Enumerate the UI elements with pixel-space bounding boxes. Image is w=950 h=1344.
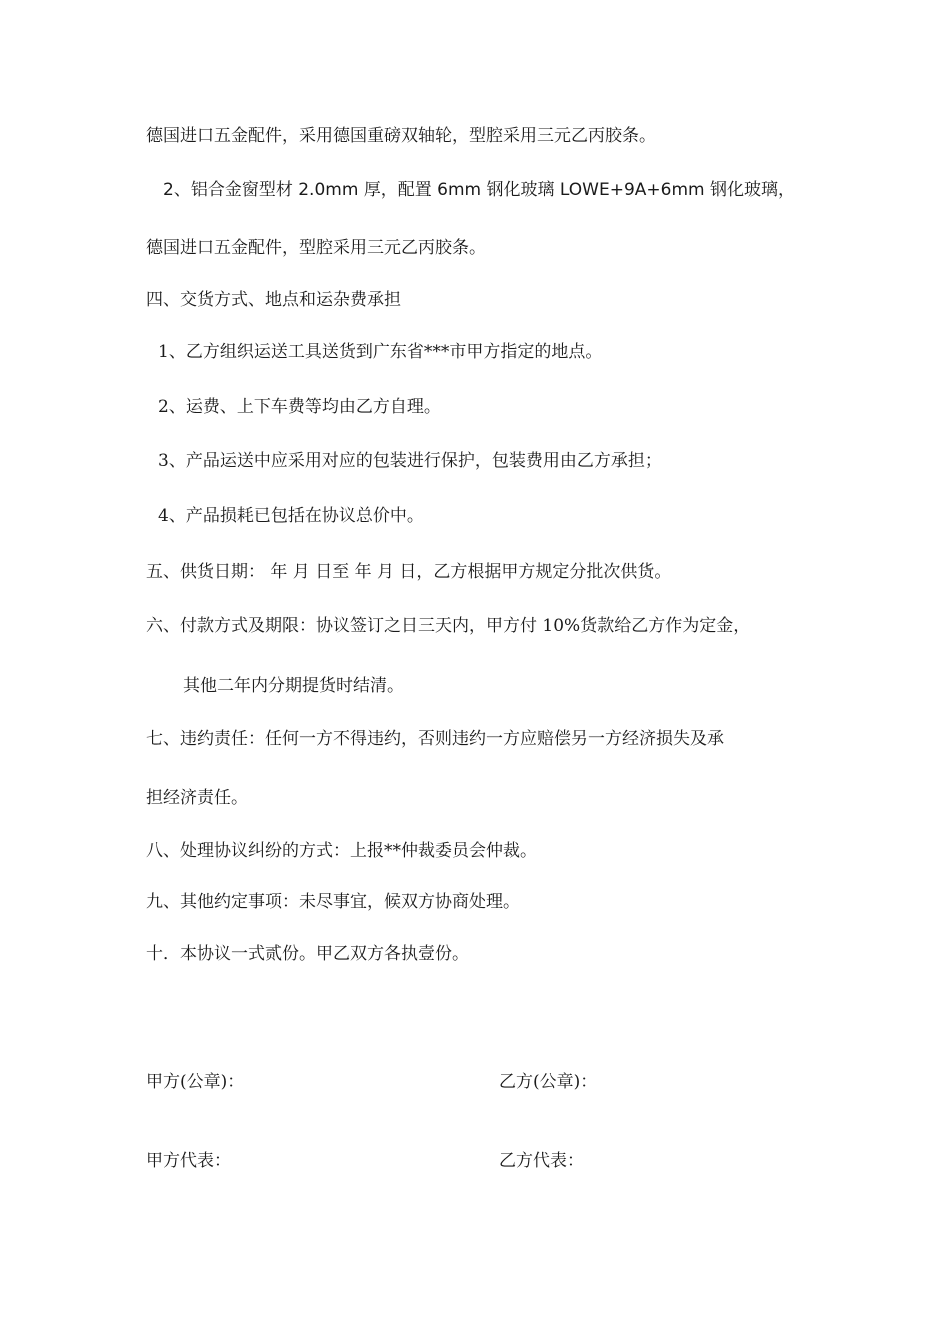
delivery-item-4: 4、产品损耗已包括在协议总价中。	[158, 506, 424, 526]
party-a-rep-label: 甲方代表：	[146, 1151, 231, 1171]
party-b-rep-label: 乙方代表：	[499, 1151, 584, 1171]
paragraph-hardware-spec-2: 德国进口五金配件，型腔采用三元乙丙胶条。	[146, 238, 486, 258]
party-b-seal-label: 乙方(公章)：	[499, 1072, 598, 1092]
section-breach: 七、违约责任：任何一方不得违约，否则违约一方应赔偿另一方经济损失及承	[146, 729, 724, 749]
section-copies: 十．本协议一式贰份。甲乙双方各执壹份。	[146, 944, 469, 964]
paragraph-item-2-window-spec: 2、铝合金窗型材 2.0mm 厚，配置 6mm 钢化玻璃 LOWE+9A+6mm 钢化玻璃，	[163, 180, 795, 200]
delivery-item-3: 3、产品运送中应采用对应的包装进行保护，包装费用由乙方承担；	[158, 451, 662, 471]
section-payment: 六、付款方式及期限：协议签订之日三天内，甲方付 10%货款给乙方作为定金，	[146, 616, 751, 636]
delivery-item-2: 2、运费、上下车费等均由乙方自理。	[158, 397, 441, 417]
delivery-item-1: 1、乙方组织运送工具送货到广东省***市甲方指定的地点。	[158, 342, 603, 362]
party-a-seal-label: 甲方(公章)：	[146, 1072, 245, 1092]
section-dispute: 八、处理协议纠纷的方式：上报**仲裁委员会仲裁。	[146, 841, 537, 861]
section-breach-cont: 担经济责任。	[146, 788, 248, 808]
section-other: 九、其他约定事项：未尽事宜，候双方协商处理。	[146, 892, 520, 912]
section-heading-delivery: 四、交货方式、地点和运杂费承担	[146, 290, 401, 310]
section-payment-cont: 其他二年内分期提货时结清。	[183, 676, 404, 696]
section-supply-date: 五、供货日期： 年 月 日至 年 月 日，乙方根据甲方规定分批次供货。	[146, 562, 672, 582]
paragraph-hardware-spec-1: 德国进口五金配件，采用德国重磅双轴轮，型腔采用三元乙丙胶条。	[146, 126, 656, 146]
